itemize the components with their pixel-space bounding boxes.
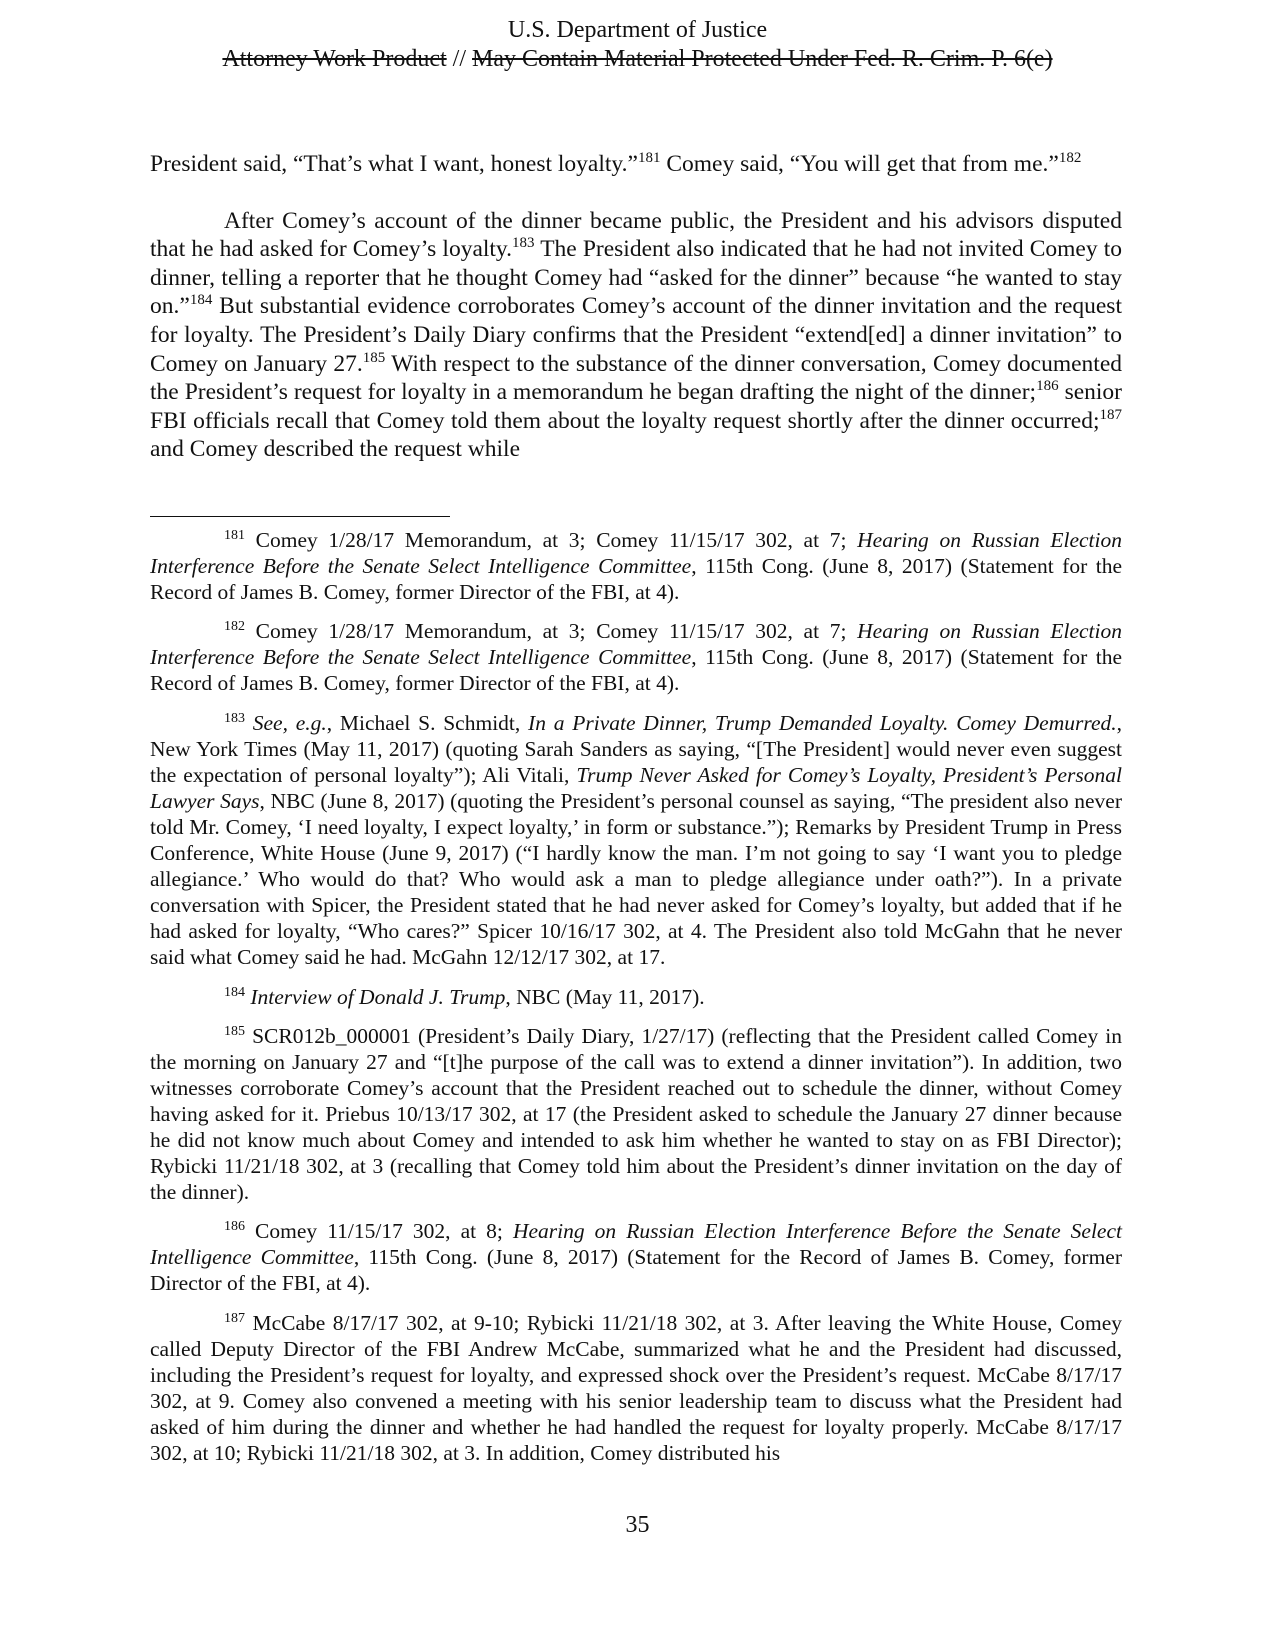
footnote-186 — [150, 1218, 1122, 1296]
text-run: President said, “That’s what I want, honest loyalty.” — [150, 151, 638, 177]
italic-citation: Interview of Donald J. Trump — [250, 984, 506, 1009]
text-run: The President also indicated that he had not invited Comey to dinner, telling a reporter that he thought Comey had “asked for the dinner” because “he wanted to stay on.” — [150, 236, 1122, 320]
text-run: , NBC (June 8, 2017) (quoting the President’s personal counsel as saying, “The president also never told Mr. Comey, ‘I need loyalty, I expect loyalty,’ in form or substance.”); Remarks by President Trump in Press Conference, White House (June 9, 2017) (“I hardly know the man. I’m not going to say ‘I want you to pledge allegiance.’ Who would do that? Who would ask a man to pledge allegiance under oath?”). In a private conversation with Spicer, the President stated that he had never asked for Comey’s loyalty, but added that if he had asked for loyalty, “Who cares?” Spicer 10/16/17 302, at 4. The President also told McGahn that he never said what Comey said he had. McGahn 12/12/17 302, at 17. — [150, 788, 1122, 970]
footnote-number: 187 — [224, 1310, 245, 1326]
text-run: Comey said, “You will get that from me.” — [660, 151, 1059, 177]
footnote-reference: 187 — [1099, 406, 1122, 423]
page-number: 35 — [625, 1512, 650, 1538]
footnote-reference: 181 — [637, 150, 661, 167]
footnote-183 — [150, 710, 1122, 971]
italic-citation: Hearing on Russian Election Interference Before the Senate Select Intelligence Committee — [150, 528, 1122, 579]
header-grand-jury: May Contain Material Protected Under Fed. R. Crim. P. 6(e) — [472, 46, 1053, 72]
text-run: Comey 11/15/17 302, at 8; — [245, 1219, 513, 1244]
text-run: After Comey’s account of the dinner became public, the President and his advisors disputed that he had asked for Comey’s loyalty. — [150, 207, 1122, 263]
footnote-reference: 182 — [1058, 150, 1082, 167]
footnote-reference: 186 — [1036, 378, 1059, 395]
text-run: , 115th Cong. (June 8, 2017) (Statement for the Record of James B. Comey, former Director of the FBI, at 4). — [150, 1245, 1122, 1296]
text-run: and Comey described the request while — [150, 436, 521, 463]
footnote-182 — [150, 618, 1122, 696]
text-run — [245, 711, 253, 735]
footnote-number: 183 — [224, 710, 245, 726]
text-run: But substantial evidence corroborates Comey’s account of the dinner invitation and the request for loyalty. The President’s Daily Diary confirms that the President “extend[ed] a dinner invitation” to Comey on January 27. — [150, 293, 1122, 377]
text-run: Comey 1/28/17 Memorandum, at 3; Comey 11/15/17 302, at 7; — [245, 528, 858, 552]
text-run: With respect to the substance of the dinner conversation, Comey documented the President’s request for loyalty in a memorandum he began drafting the night of the dinner; — [150, 350, 1123, 406]
text-run: Comey 1/28/17 Memorandum, at 3; Comey 11/15/17 302, at 7; — [245, 619, 858, 644]
body-text — [150, 150, 1122, 464]
text-run: , 115th Cong. (June 8, 2017) (Statement for the Record of James B. Comey, former Director of the FBI, at 4). — [150, 645, 1122, 696]
text-run: senior FBI officials recall that Comey told them about the loyalty request shortly after the dinner occurred; — [150, 379, 1123, 434]
footnote-reference: 185 — [362, 349, 386, 366]
footnote-number: 182 — [224, 619, 245, 635]
footnote-181 — [150, 527, 1122, 605]
footnotes — [150, 527, 1122, 1479]
footnote-number: 181 — [224, 527, 245, 543]
italic-citation: See, e.g. — [252, 710, 327, 735]
text-run: , NBC (May 11, 2017). — [505, 984, 705, 1009]
page-header — [0, 16, 1275, 74]
header-marking — [0, 45, 1275, 74]
header-agency: U.S. Department of Justice — [507, 17, 768, 43]
text-run: McCabe 8/17/17 302, at 9-10; Rybicki 11/21/18 302, at 3. After leaving the White House, Comey called Deputy Director of the FBI Andrew McCabe, summarized what he and the President had discussed, including the President’s request for loyalty, and expressed shock over the President’s request. McCabe 8/17/17 302, at 9. Comey also convened a meeting with his senior leadership team to discuss what the President had asked of him during the dinner and whether he had handled the request for loyalty properly. McCabe 8/17/17 302, at 10; Rybicki 11/21/18 302, at 3. In addition, Comey distributed his — [150, 1310, 1122, 1465]
footnote-number: 185 — [224, 1023, 245, 1039]
header-work-product: Attorney Work Product — [222, 46, 447, 72]
italic-citation: Trump Never Asked for Comey’s Loyalty, President’s Personal Lawyer Says — [150, 762, 1122, 813]
header-separator: // — [446, 46, 473, 72]
italic-citation: Hearing on Russian Election Interference Before the Senate Select Intelligence Committee — [150, 1219, 1122, 1270]
footnote-number: 184 — [224, 984, 245, 1000]
footnote-reference: 184 — [189, 292, 213, 309]
footnote-184 — [150, 984, 1122, 1010]
footnote-reference: 183 — [512, 235, 535, 252]
footnote-185 — [150, 1023, 1122, 1206]
footnote-number: 186 — [224, 1219, 245, 1235]
italic-citation: Hearing on Russian Election Interference Before the Senate Select Intelligence Committee — [150, 619, 1122, 670]
text-run: , New York Times (May 11, 2017) (quoting Sarah Sanders as saying, “[The President] would never even suggest the expectation of personal loyalty”); Ali Vitali, — [150, 710, 1122, 787]
body-paragraph-1 — [150, 150, 1122, 179]
italic-citation: In a Private Dinner, Trump Demanded Loyalty. Comey Demurred. — [528, 710, 1117, 735]
text-run: , 115th Cong. (June 8, 2017) (Statement for the Record of James B. Comey, former Director of the FBI, at 4). — [150, 554, 1122, 605]
footnote-divider — [150, 516, 450, 517]
text-run: SCR012b_000001 (President’s Daily Diary, 1/27/17) (reflecting that the President called Comey in the morning on January 27 and “[t]he purpose of the call was to extend a dinner invitation”). In addition, two witnesses corroborate Comey’s account that the President reached out to schedule the dinner, without Comey having asked for it. Priebus 10/13/17 302, at 17 (the President asked to schedule the January 27 dinner because he did not know much about Comey and intended to ask him whether he wanted to stay on as FBI Director); Rybicki 11/21/18 302, at 3 (recalling that Comey told him about the President’s dinner invitation on the day of the dinner). — [150, 1023, 1122, 1205]
body-paragraph-2 — [150, 207, 1122, 464]
footnote-187 — [150, 1310, 1122, 1467]
text-run: , Michael S. Schmidt, — [326, 710, 529, 735]
